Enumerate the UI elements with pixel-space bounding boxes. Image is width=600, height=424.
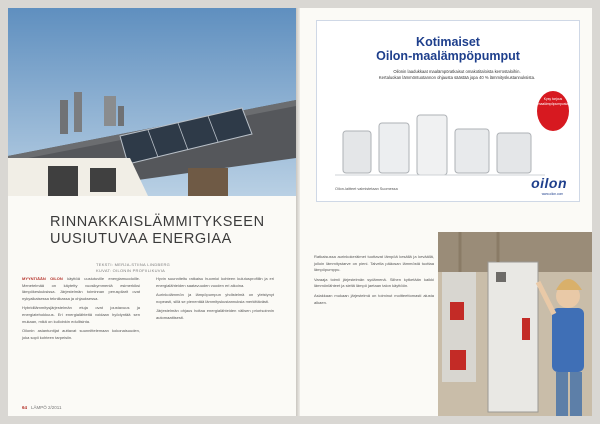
ad-body (377, 69, 537, 81)
page-number: 64 (22, 405, 28, 410)
ad-title-line-2: Oilon-maalämpöpumput (376, 49, 520, 63)
paragraph: Varaaja toimii järjestelmän sydämenä. Siihen kytketään kaikki lämmönlähteet ja sieltä lämpö jaetaan talon käyttöön. (314, 276, 434, 289)
byline (96, 262, 170, 274)
article-column-3 (314, 254, 434, 309)
article-headline (50, 214, 280, 248)
headline-line-2: UUSIUTUVAA ENERGIAA (50, 231, 232, 247)
paragraph: Ratkaisussa aurinkokeräimet tuottavat lämpöä kesällä ja keväällä, jolloin lämmitystarve on pieni. Talvella pääosan lämmöstä tuottaa lämpöpumppu. (314, 254, 434, 273)
offer-badge[interactable]: Kysy tarjous maalämpöpumpusta (537, 91, 569, 131)
oilon-advertisement[interactable] (316, 20, 580, 202)
ad-title (317, 35, 579, 63)
paragraph: Aurinkolämmön ja lämpöpumpun yhdistelmä on yleistynyt nopeasti, sillä se pienentää lämmityskustannuksia merkittävästi. (156, 292, 274, 304)
oilon-url[interactable]: www.oilon.com (541, 192, 563, 196)
ad-footer: Oilon-laitteet valmistetaan Suomessa (335, 187, 398, 191)
page-folio (22, 405, 61, 410)
ad-body-line-2: Kertaluokan lämmöntuotannon ohjausta säästää jopa 40 % lämmityskustannuksista. (378, 75, 536, 81)
article-column-2 (156, 276, 274, 325)
headline-line-1: RINNAKKAISLÄMMITYKSEEN (50, 214, 265, 230)
byline-text: TEKSTI: MERJA-STIINA LINDBERG (96, 262, 171, 267)
solar-roof-photo (8, 8, 296, 196)
paragraph: Asiakkaan mukaan järjestelmä on toiminut moitteettomasti alusta alkaen. (314, 292, 434, 305)
paragraph-lead: MYYNTIÄÄN OILON (22, 276, 63, 281)
right-page (300, 8, 592, 416)
paragraph: Hybridilämmitysjärjestelmän etuja ovat joustavuus ja energiatehokkuus. Eri energialähteitä voidaan hyödyntää sen mukaan, mikä on kulloinkin edullisinta. (22, 305, 140, 324)
paragraph: Oilonin asiantuntijat auttavat suunnittelemaan kokonaisuuden, joka sopii kohteen tarpeisiin. (22, 328, 140, 340)
ad-body-line-1: Oilonin laadukkaat maalämpöratkaisut omakotitaloista kerrostaloihin. (393, 69, 521, 74)
paragraph (22, 276, 140, 302)
ad-title-line-1: Kotimaiset (416, 35, 480, 49)
left-page (8, 8, 296, 416)
paragraph: Hyvin suunniteltu ratkaisu huomioi kohteen kulutusprofiilin ja eri energialähteiden saatavuuden vuoden eri aikoina. (156, 276, 274, 288)
article-column-1 (22, 276, 140, 344)
boiler-room-photo (438, 232, 592, 416)
oilon-logo[interactable]: oilon (531, 175, 567, 191)
paragraph: Järjestelmän ohjaus hoitaa energialähteiden välisen priorisoinnin automaattisesti. (156, 308, 274, 320)
heat-pump-units-image (335, 113, 545, 179)
byline-photos: KUVAT: OILONIN PROFIILIKUVIA (96, 268, 166, 273)
magazine-issue: LÄMPÖ 2/2011 (31, 405, 62, 410)
paragraph-text: käyttöä uusiutuville energiamuodoille. Menetelmää on käytetty vuosikymmeniä esimerkiksi lämpökeskuksissa. Järjestelmän toiminnan peruspilarit ovat nykyaikaisessa tekniikassa ja ohjauksessa. (22, 276, 140, 301)
